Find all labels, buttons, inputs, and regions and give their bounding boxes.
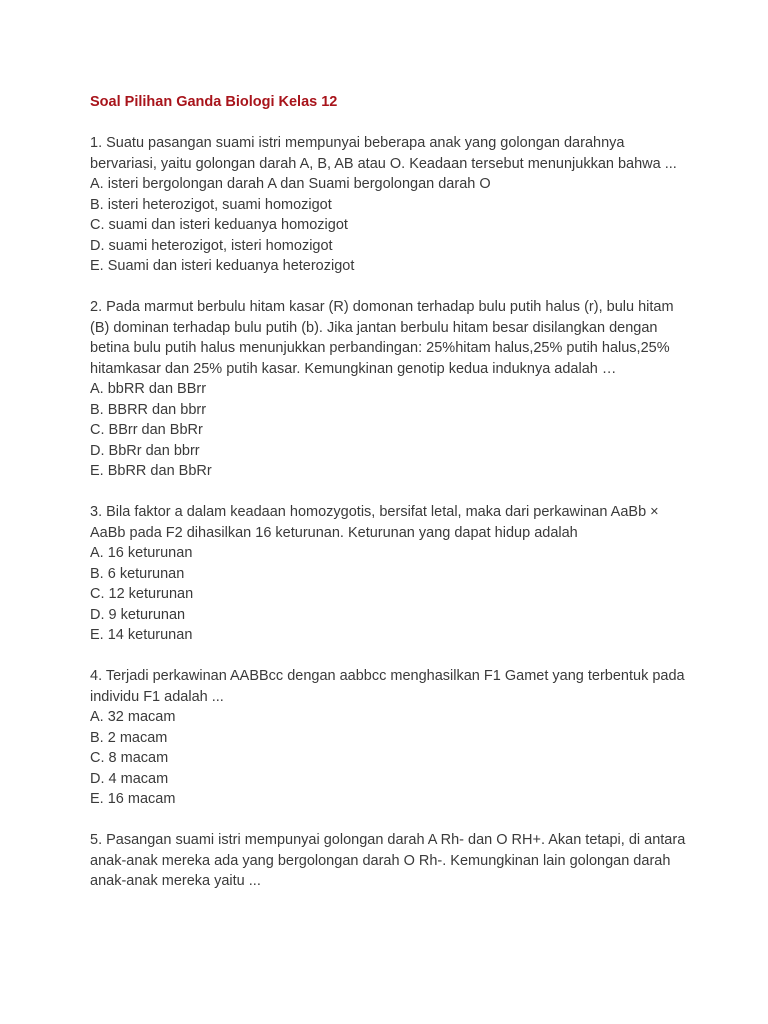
question-2 (90, 297, 690, 482)
option-c: C. 8 macam (90, 750, 169, 766)
option-c: C. suami dan isteri keduanya homozigot (90, 217, 348, 233)
document-title: Soal Pilihan Ganda Biologi Kelas 12 (90, 94, 338, 110)
option-list (90, 707, 690, 810)
question-stem: 1. Suatu pasangan suami istri mempunyai beberapa anak yang golongan darahnya bervariasi, yaitu golongan darah A, B, AB atau O. Keadaan tersebut menunjukkan bahwa ... (90, 135, 677, 172)
option-list (90, 543, 690, 646)
option-e: E. Suami dan isteri keduanya heterozigot (90, 258, 355, 274)
question-stem: 4. Terjadi perkawinan AABBcc dengan aabbcc menghasilkan F1 Gamet yang terbentuk pada individu F1 adalah ... (90, 668, 685, 705)
option-b: B. BBRR dan bbrr (90, 401, 207, 418)
question-stem: 2. Pada marmut berbulu hitam kasar (R) domonan terhadap bulu putih halus (r), bulu hitam (B) dominan terhadap bulu putih (b). Jika jantan berbulu hitam besar disilangkan dengan betina bulu putih halus menunjukkan perbandingan: 25%hitam halus,25% putih halus,25% hitamkasar dan 25% putih kasar. Kemungkinan genotip kedua induknya adalah … (90, 299, 674, 377)
option-b: B. 2 macam (90, 729, 168, 746)
option-d: D. 4 macam (90, 770, 169, 787)
option-e: E. BbRR dan BbRr (90, 463, 212, 479)
option-a: A. 32 macam (90, 709, 176, 725)
option-list (90, 379, 690, 482)
question-stem: 5. Pasangan suami istri mempunyai golongan darah A Rh- dan O RH+. Akan tetapi, di antara anak-anak mereka ada yang bergolongan darah O Rh-. Kemungkinan lain golongan darah anak-anak mereka yaitu ... (90, 832, 686, 889)
option-c: C. 12 keturunan (90, 586, 194, 602)
option-d: D. 9 keturunan (90, 606, 186, 623)
option-b: B. 6 keturunan (90, 565, 185, 582)
option-a: A. bbRR dan BBrr (90, 381, 207, 397)
option-b: B. isteri heterozigot, suami homozigot (90, 196, 332, 213)
document-page (90, 92, 690, 912)
option-d: D. BbRr dan bbrr (90, 442, 200, 459)
option-e: E. 16 macam (90, 791, 176, 807)
question-stem: 3. Bila faktor a dalam keadaan homozygotis, bersifat letal, maka dari perkawinan AaBb × AaBb pada F2 dihasilkan 16 keturunan. Keturunan yang dapat hidup adalah (90, 504, 659, 541)
option-e: E. 14 keturunan (90, 627, 193, 643)
question-3 (90, 502, 690, 646)
option-list (90, 174, 690, 277)
option-a: A. isteri bergolongan darah A dan Suami bergolongan darah O (90, 176, 491, 192)
question-1 (90, 133, 690, 277)
option-a: A. 16 keturunan (90, 545, 193, 561)
option-c: C. BBrr dan BbRr (90, 422, 203, 438)
question-4 (90, 666, 690, 810)
question-5 (90, 830, 690, 892)
option-d: D. suami heterozigot, isteri homozigot (90, 237, 333, 254)
